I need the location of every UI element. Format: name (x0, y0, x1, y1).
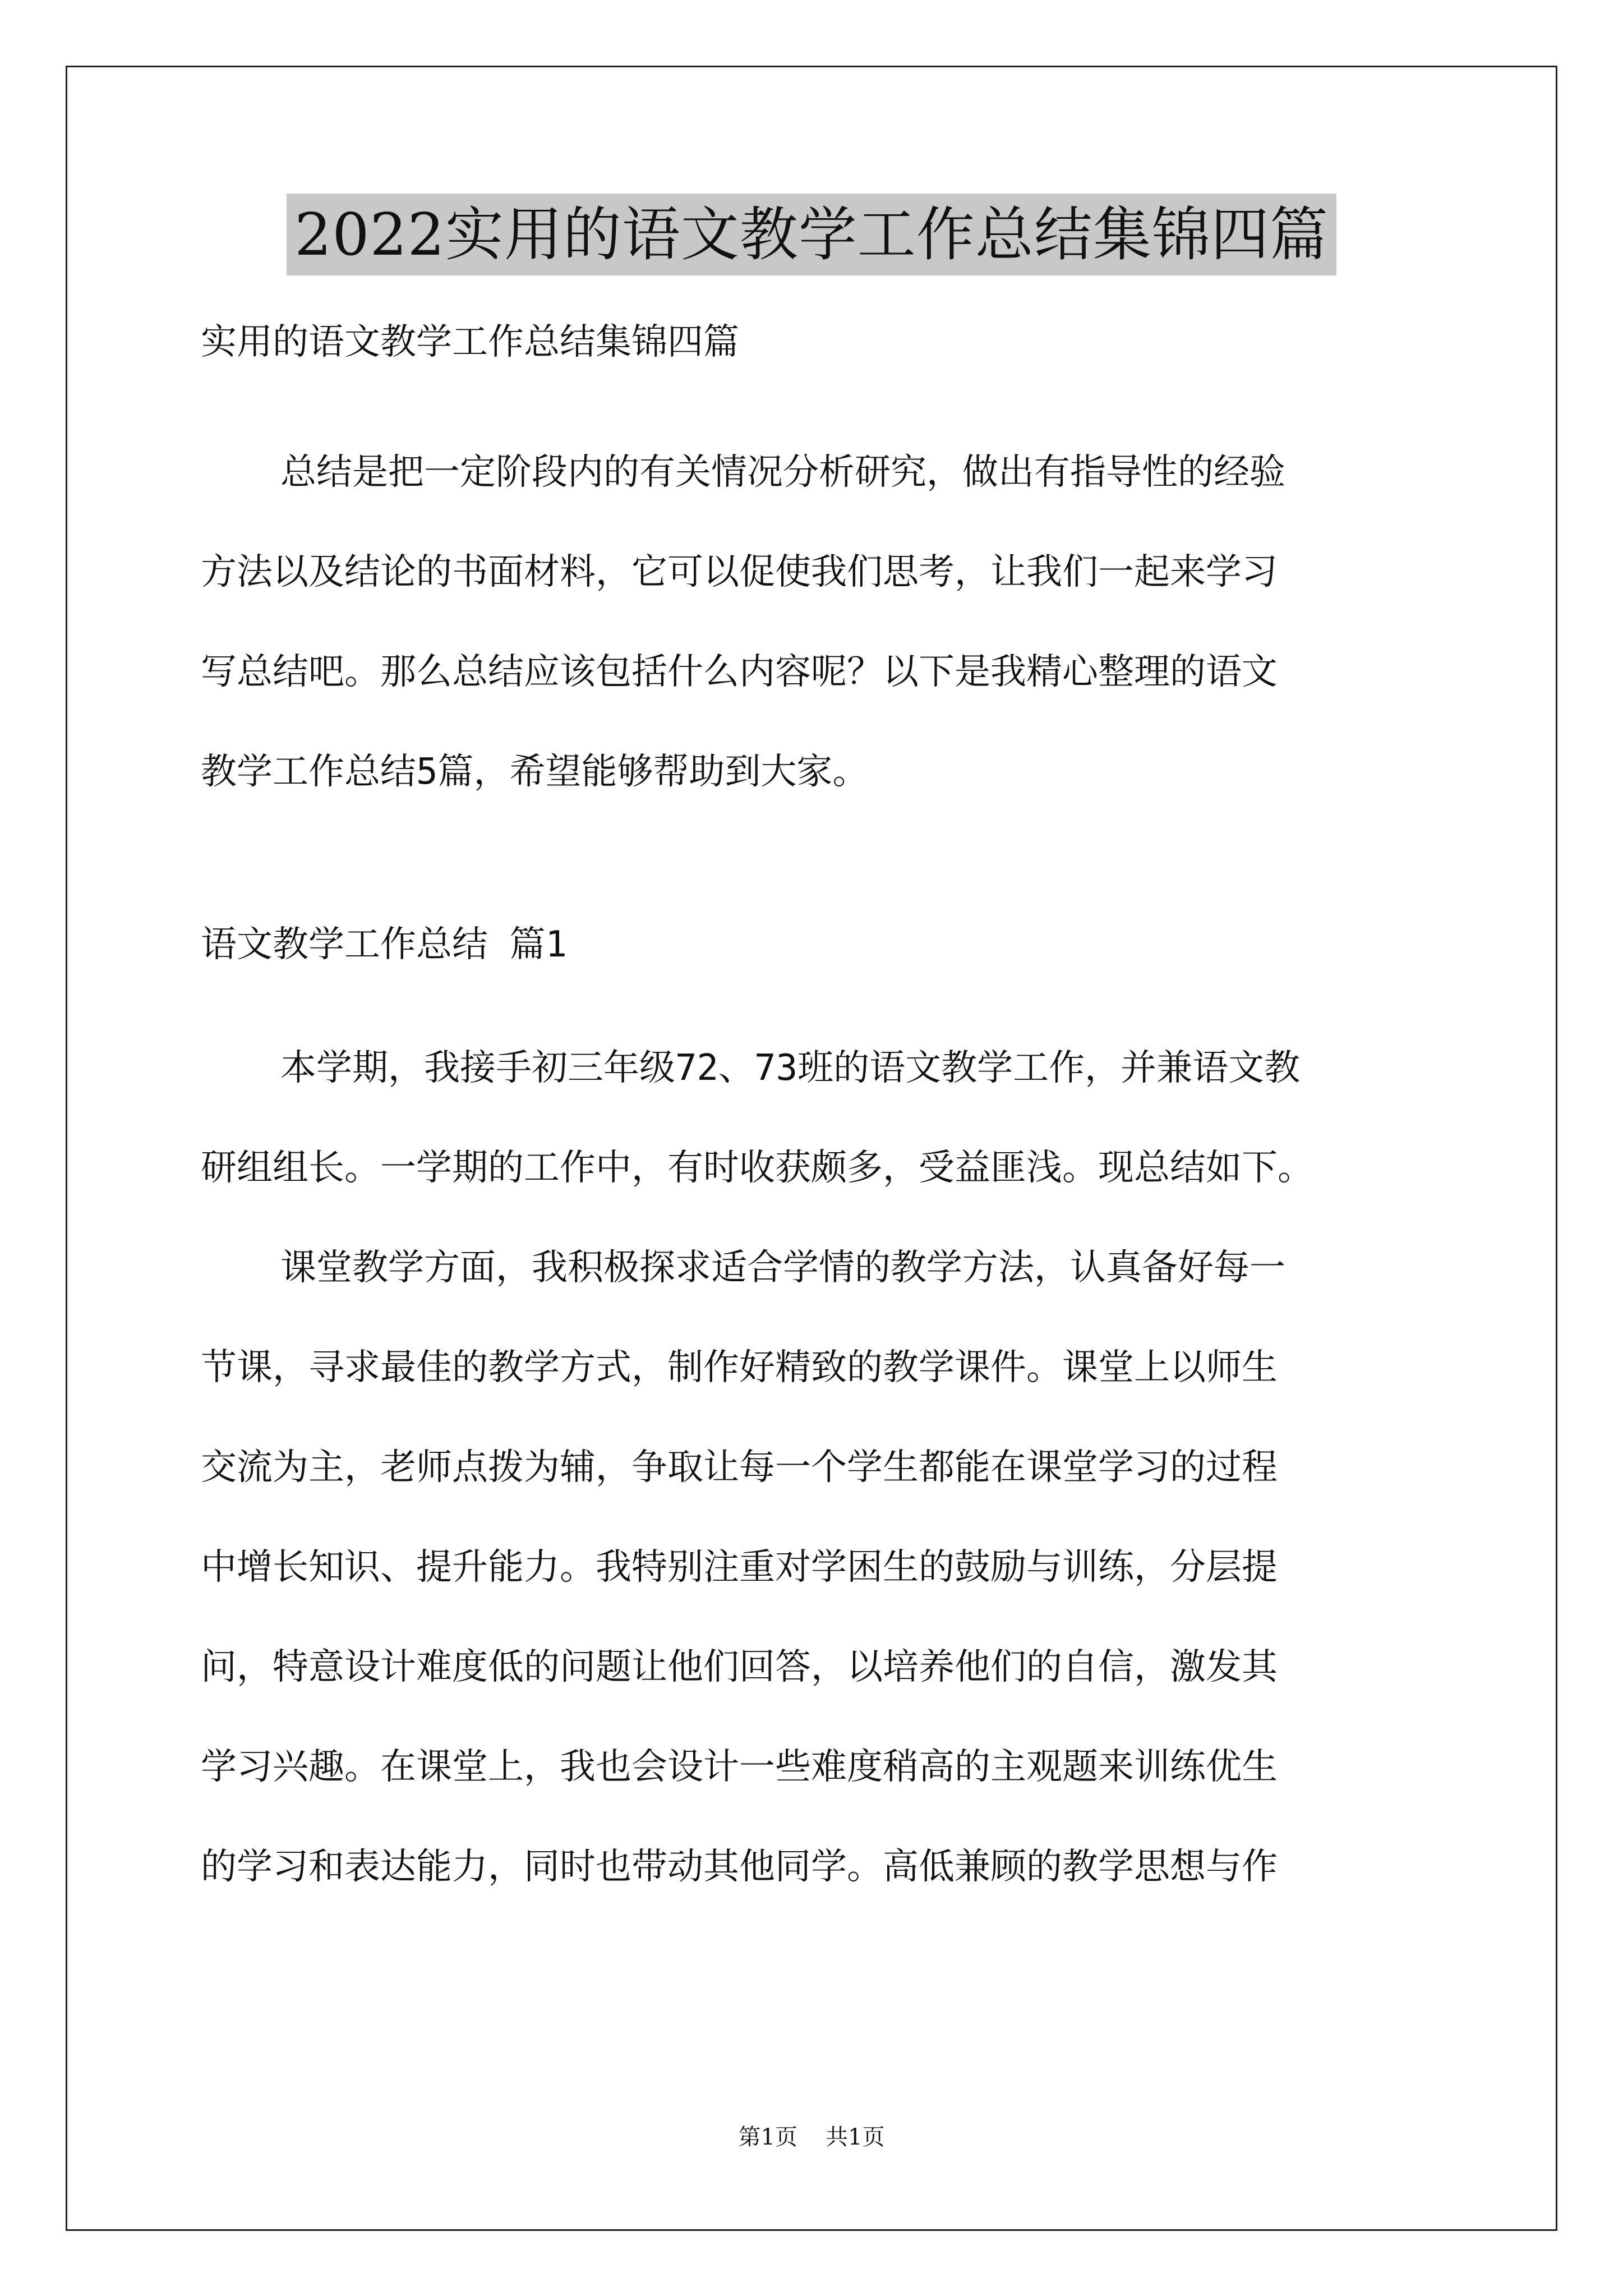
section-heading: 语文教学工作总结 篇1 (201, 924, 568, 965)
paragraph-line: 写总结吧。那么总结应该包括什么内容呢？以下是我精心整理的语文 (201, 651, 1278, 693)
paragraph-line: 总结是把一定阶段内的有关情况分析研究，做出有指导性的经验 (280, 452, 1285, 493)
page-number-current: 第1页 (738, 2124, 797, 2150)
title-container (0, 194, 1623, 275)
section-line: 学习兴趣。在课堂上，我也会设计一些难度稍高的主观题来训练优生 (201, 1746, 1278, 1788)
section-line: 交流为主，老师点拨为辅，争取让每一个学生都能在课堂学习的过程 (201, 1447, 1278, 1488)
paragraph-line: 方法以及结论的书面材料，它可以促使我们思考，让我们一起来学习 (201, 551, 1278, 593)
section-line: 中增长知识、提升能力。我特别注重对学困生的鼓励与训练，分层提 (201, 1547, 1278, 1588)
section-line: 节课，寻求最佳的教学方式，制作好精致的教学课件。课堂上以师生 (201, 1347, 1278, 1388)
page-number-total: 共1页 (826, 2124, 885, 2150)
document-subtitle: 实用的语文教学工作总结集锦四篇 (201, 321, 739, 363)
section-line: 本学期，我接手初三年级72、73班的语文教学工作，并兼语文教 (280, 1047, 1301, 1089)
paragraph-line: 教学工作总结5篇，希望能够帮助到大家。 (201, 751, 869, 793)
section-line: 研组组长。一学期的工作中，有时收获颇多，受益匪浅。现总结如下。 (201, 1147, 1313, 1189)
page-footer (0, 2120, 1623, 2154)
section-line: 的学习和表达能力，同时也带动其他同学。高低兼顾的教学思想与作 (201, 1846, 1278, 1888)
section-line: 问，特意设计难度低的问题让他们回答，以培养他们的自信，激发其 (201, 1646, 1278, 1688)
section-line: 课堂教学方面，我积极探求适合学情的教学方法，认真备好每一 (280, 1247, 1285, 1289)
document-title: 2022实用的语文教学工作总结集锦四篇 (287, 194, 1336, 275)
